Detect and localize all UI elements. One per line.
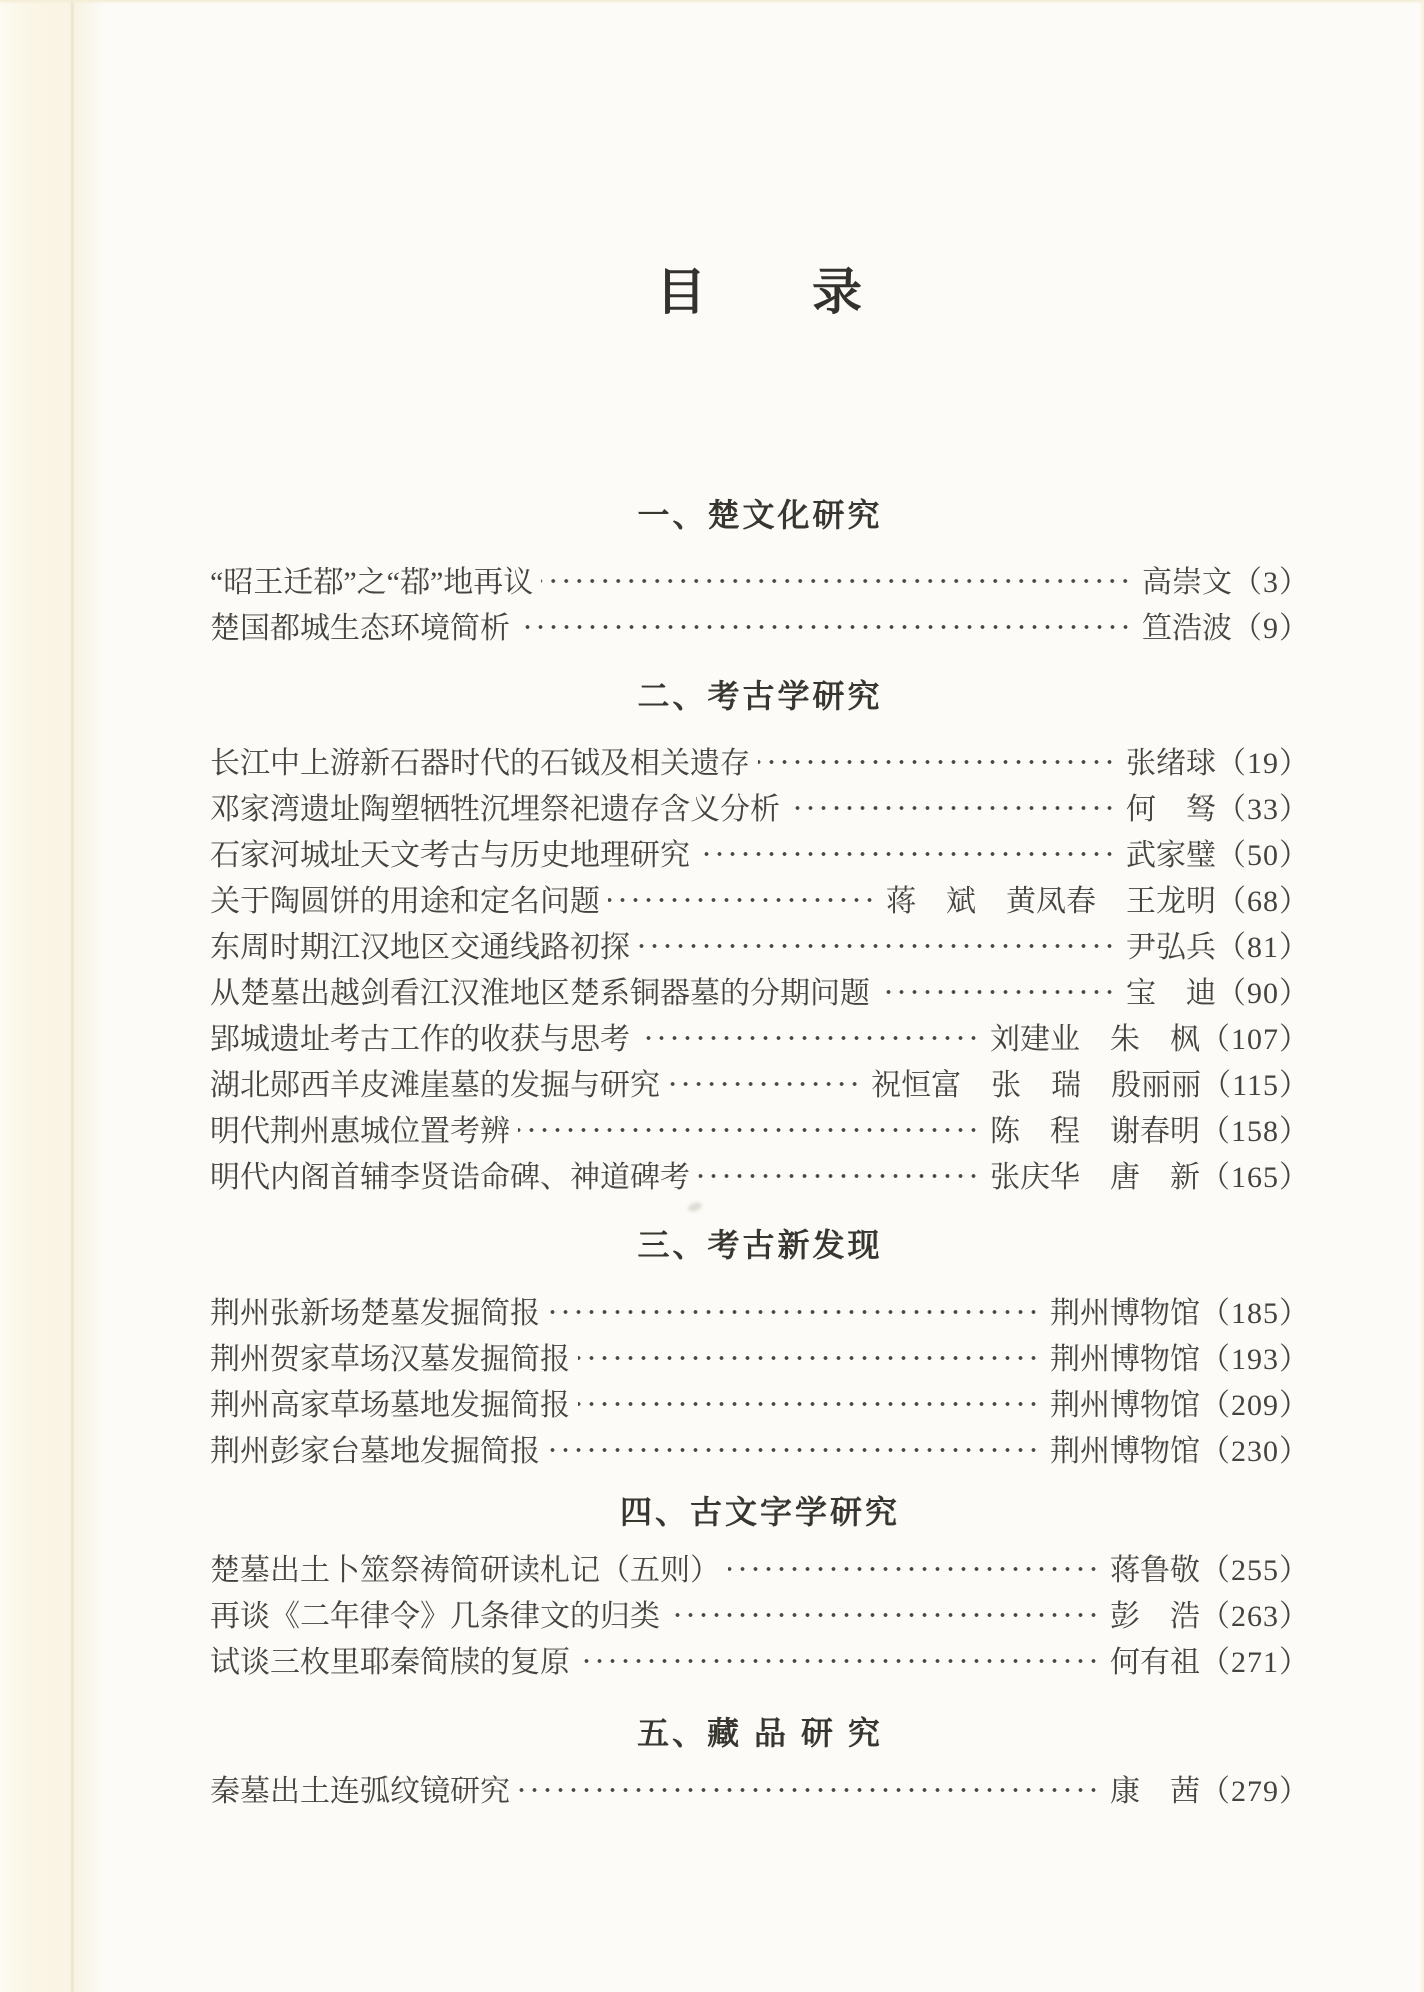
toc-entry: [210, 602, 1310, 648]
entry-authors: 荆州博物馆: [1050, 1297, 1200, 1330]
toc-section: [210, 1711, 1310, 1811]
toc-entry: [210, 1425, 1310, 1471]
toc-entry: [210, 1544, 1310, 1590]
entry-page-number: （230）: [1200, 1435, 1310, 1468]
entry-authors: 荆州博物馆: [1050, 1389, 1200, 1422]
page-right-edge-line: [1419, 0, 1424, 1992]
entry-authors-page: [1050, 1426, 1310, 1470]
entry-authors-page: [1110, 1591, 1310, 1635]
section-heading: 一、楚文化研究: [637, 497, 883, 533]
dot-leader: [638, 1023, 980, 1053]
dot-leader: [878, 977, 1116, 1007]
entry-page-number: （271）: [1200, 1646, 1310, 1679]
entry-title: 从楚墓出越剑看江汉淮地区楚系铜器墓的分期问题: [210, 977, 870, 1010]
dot-leader: [698, 1161, 980, 1191]
entry-authors-page: [871, 1060, 1310, 1104]
section-heading: 五、藏 品 研 究: [637, 1715, 883, 1751]
dot-leader: [578, 1646, 1100, 1676]
page-left-edge-band: [0, 0, 72, 1992]
entry-authors: 高崇文: [1142, 566, 1232, 599]
entry-title: 荆州张新场楚墓发掘简报: [210, 1297, 540, 1330]
section-heading: 四、古文字学研究: [619, 1494, 900, 1530]
dot-leader: [788, 793, 1116, 823]
entry-authors: 张庆华 唐 新: [990, 1161, 1200, 1194]
entry-authors-page: [1110, 1637, 1310, 1681]
dot-leader: [668, 1600, 1100, 1630]
entry-title: 明代荆州惠城位置考辨: [210, 1115, 510, 1148]
entry-title: 楚墓出土卜筮祭祷简研读札记（五则）: [210, 1554, 720, 1587]
toc-entry: [210, 1013, 1310, 1059]
entry-title: “昭王迁鄀”之“鄀”地再议: [210, 566, 534, 599]
entry-page-number: （33）: [1216, 793, 1310, 826]
toc-entry: [210, 829, 1310, 875]
entry-page-number: （68）: [1216, 885, 1310, 918]
entry-authors: 荆州博物馆: [1050, 1343, 1200, 1376]
toc-entry: [210, 875, 1310, 921]
entry-authors-page: [1126, 738, 1310, 782]
entry-authors-page: [1126, 784, 1310, 828]
toc-section: [210, 1223, 1310, 1471]
toc-entry: [210, 967, 1310, 1013]
entry-title: 湖北郧西羊皮滩崖墓的发掘与研究: [210, 1069, 660, 1102]
dot-leader: [548, 1297, 1040, 1327]
entry-title: 秦墓出土连弧纹镜研究: [210, 1775, 510, 1808]
entry-authors-page: [990, 1014, 1310, 1058]
entry-authors: 彭 浩: [1110, 1600, 1200, 1633]
entry-authors: 蒋鲁敬: [1110, 1554, 1200, 1587]
section-entries: [210, 556, 1310, 648]
entry-title: 明代内阁首辅李贤诰命碑、神道碑考: [210, 1161, 690, 1194]
entry-authors-page: [1126, 922, 1310, 966]
entry-authors: 武家璧: [1126, 839, 1216, 872]
toc-section: [210, 674, 1310, 1197]
entry-authors: 宝 迪: [1126, 977, 1216, 1010]
entry-page-number: （255）: [1200, 1554, 1310, 1587]
entry-title: 郢城遗址考古工作的收获与思考: [210, 1023, 630, 1056]
toc-entry: [210, 783, 1310, 829]
entry-page-number: （50）: [1216, 839, 1310, 872]
toc-entry: [210, 921, 1310, 967]
toc-entry: [210, 737, 1310, 783]
entry-authors-page: [1126, 968, 1310, 1012]
entry-authors-page: [886, 876, 1310, 920]
entry-title: 长江中上游新石器时代的石钺及相关遗存: [210, 747, 750, 780]
entry-page-number: （9）: [1232, 612, 1310, 645]
toc-entry: [210, 1765, 1310, 1811]
entry-authors-page: [1110, 1766, 1310, 1810]
toc-entry: [210, 1059, 1310, 1105]
entry-authors: 笪浩波: [1142, 612, 1232, 645]
toc-page: [210, 0, 1310, 1811]
entry-authors: 何有祖: [1110, 1646, 1200, 1679]
dot-leader: [578, 1343, 1040, 1373]
entry-title: 试谈三枚里耶秦简牍的复原: [210, 1646, 570, 1679]
toc-entry: [210, 1287, 1310, 1333]
entry-authors-page: [1142, 603, 1310, 647]
entry-authors: 陈 程 谢春明: [990, 1115, 1200, 1148]
entry-title: 邓家湾遗址陶塑牺牲沉埋祭祀遗存含义分析: [210, 793, 780, 826]
entry-page-number: （209）: [1200, 1389, 1310, 1422]
toc-entry: [210, 1636, 1310, 1682]
section-entries: [210, 1765, 1310, 1811]
toc-entry: [210, 556, 1310, 602]
entry-page-number: （90）: [1216, 977, 1310, 1010]
toc-section: [210, 1490, 1310, 1682]
entry-page-number: （19）: [1216, 747, 1310, 780]
entry-authors-page: [1142, 557, 1310, 601]
entry-page-number: （193）: [1200, 1343, 1310, 1376]
dot-leader: [518, 612, 1132, 642]
section-heading: 三、考古新发现: [637, 1227, 883, 1263]
section-entries: [210, 1544, 1310, 1682]
entry-authors: 何 驽: [1126, 793, 1216, 826]
entry-page-number: （3）: [1232, 566, 1310, 599]
entry-authors-page: [1050, 1334, 1310, 1378]
entry-title: 楚国都城生态环境简析: [210, 612, 510, 645]
entry-authors: 蒋 斌 黄凤春 王龙明: [886, 885, 1216, 918]
entry-authors: 尹弘兵: [1126, 931, 1216, 964]
dot-leader: [638, 931, 1116, 961]
toc-entry: [210, 1379, 1310, 1425]
entry-title: 东周时期江汉地区交通线路初探: [210, 931, 630, 964]
section-heading: 二、考古学研究: [637, 678, 883, 714]
section-entries: [210, 1287, 1310, 1471]
entry-authors: 康 茜: [1110, 1775, 1200, 1808]
entry-title: 荆州彭家台墓地发掘简报: [210, 1435, 540, 1468]
entry-page-number: （81）: [1216, 931, 1310, 964]
entry-title: 石家河城址天文考古与历史地理研究: [210, 839, 690, 872]
toc-entry: [210, 1105, 1310, 1151]
section-entries: [210, 737, 1310, 1197]
entry-authors: 刘建业 朱 枫: [990, 1023, 1200, 1056]
entry-page-number: （263）: [1200, 1600, 1310, 1633]
entry-title: 荆州贺家草场汉墓发掘简报: [210, 1343, 570, 1376]
toc-section: [210, 493, 1310, 648]
dot-leader: [728, 1554, 1100, 1584]
entry-authors: 祝恒富 张 瑞 殷丽丽: [871, 1069, 1202, 1102]
dot-leader: [668, 1069, 861, 1099]
entry-authors-page: [1050, 1288, 1310, 1332]
entry-authors-page: [990, 1106, 1310, 1150]
toc-entry: [210, 1333, 1310, 1379]
toc-entry: [210, 1590, 1310, 1636]
dot-leader: [758, 747, 1116, 777]
entry-page-number: （107）: [1200, 1023, 1310, 1056]
entry-authors: 荆州博物馆: [1050, 1435, 1200, 1468]
entry-authors-page: [990, 1152, 1310, 1196]
dot-leader: [541, 566, 1132, 596]
dot-leader: [548, 1435, 1040, 1465]
dot-leader: [518, 1775, 1100, 1805]
entry-page-number: （279）: [1200, 1775, 1310, 1808]
toc-sections: [210, 493, 1310, 1811]
entry-authors-page: [1126, 830, 1310, 874]
dot-leader: [608, 885, 876, 915]
entry-authors: 张绪球: [1126, 747, 1216, 780]
entry-authors-page: [1050, 1380, 1310, 1424]
entry-title: 再谈《二年律令》几条律文的归类: [210, 1600, 660, 1633]
toc-entry: [210, 1151, 1310, 1197]
page-title: 目 录: [656, 264, 864, 320]
entry-page-number: （165）: [1200, 1161, 1310, 1194]
entry-authors-page: [1110, 1545, 1310, 1589]
entry-title: 关于陶圆饼的用途和定名问题: [210, 885, 600, 918]
entry-page-number: （158）: [1200, 1115, 1310, 1148]
entry-title: 荆州高家草场墓地发掘简报: [210, 1389, 570, 1422]
page-left-edge-fade: [74, 0, 104, 1992]
dot-leader: [698, 839, 1116, 869]
entry-page-number: （185）: [1200, 1297, 1310, 1330]
dot-leader: [578, 1389, 1040, 1419]
entry-page-number: （115）: [1201, 1069, 1310, 1102]
dot-leader: [518, 1115, 980, 1145]
